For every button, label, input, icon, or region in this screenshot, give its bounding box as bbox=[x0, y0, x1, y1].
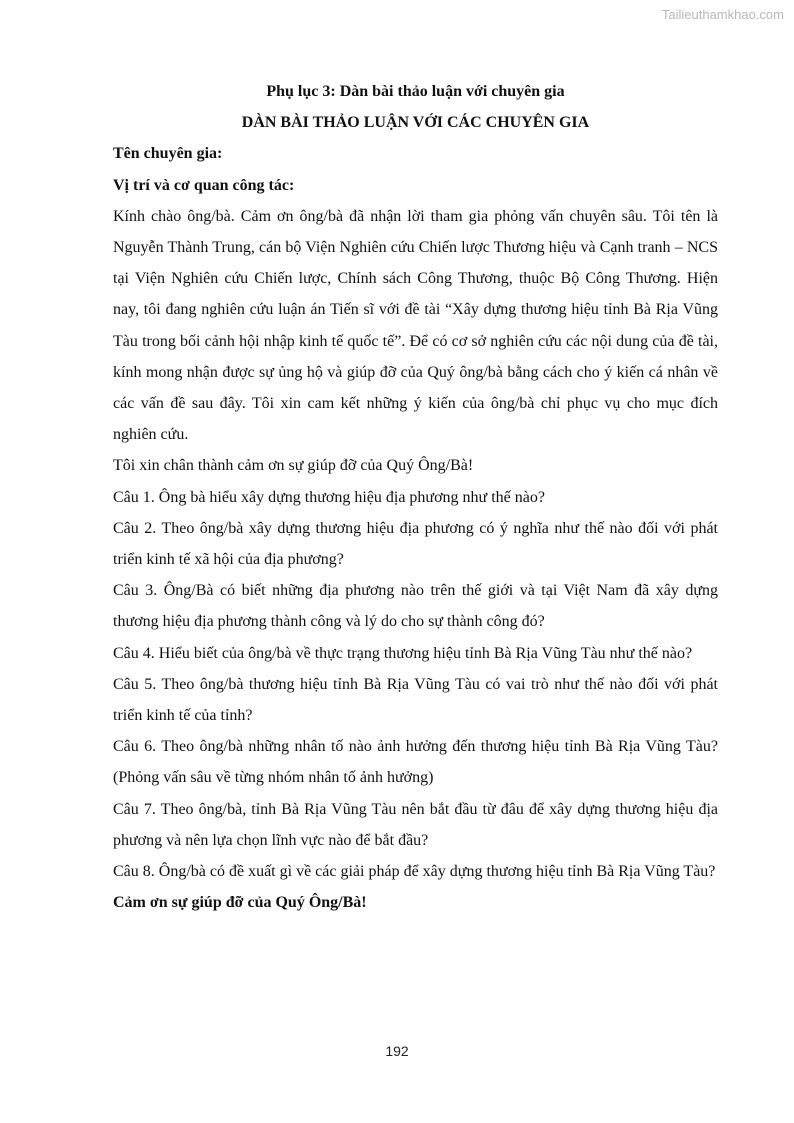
closing-line: Cảm ơn sự giúp đỡ của Quý Ông/Bà! bbox=[113, 894, 367, 912]
question-4: Câu 4. Hiểu biết của ông/bà về thực trạng thương hiệu tỉnh Bà Rịa Vũng Tàu như thế nào? bbox=[113, 644, 693, 662]
watermark: Tailieuthamkhao.com bbox=[661, 7, 784, 22]
question-8: Câu 8. Ông/bà có đề xuất gì về các giải pháp để xây dựng thương hiệu tỉnh Bà Rịa Vũng Tàu? bbox=[113, 863, 716, 881]
question-3: Câu 3. Ông/Bà có biết những địa phương nào trên thế giới và tại Việt Nam đã xây dựng thương hiệu địa phương thành công và lý do cho sự thành công đó? bbox=[113, 582, 718, 631]
document-body bbox=[113, 76, 718, 918]
thanks-line: Tôi xin chân thành cảm ơn sự giúp đỡ của Quý Ông/Bà! bbox=[113, 457, 474, 475]
position-field: Vị trí và cơ quan công tác: bbox=[113, 176, 295, 194]
question-2: Câu 2. Theo ông/bà xây dựng thương hiệu địa phương có ý nghĩa như thế nào đối với phát triển kinh tế xã hội của địa phương? bbox=[113, 519, 718, 569]
question-5: Câu 5. Theo ông/bà thương hiệu tỉnh Bà Rịa Vũng Tàu có vai trò như thế nào đối với phát triển kinh tế của tỉnh? bbox=[113, 675, 718, 725]
question-6: Câu 6. Theo ông/bà những nhân tố nào ảnh hưởng đến thương hiệu tỉnh Bà Rịa Vũng Tàu? (Phỏng vấn sâu về từng nhóm nhân tố ảnh hưởng) bbox=[113, 738, 718, 787]
expert-name-field: Tên chuyên gia: bbox=[113, 145, 223, 163]
intro-paragraph: Kính chào ông/bà. Cảm ơn ông/bà đã nhận lời tham gia phỏng vấn chuyên sâu. Tôi tên là Nguyễn Thành Trung, cán bộ Viện Nghiên cứu Chiến lược Thương hiệu và Cạnh tranh – NCS tại Viện Nghiên cứu Chiến lược, Chính sách Công Thương, thuộc Bộ Công Thương. Hiện nay, tôi đang nghiên cứu luận án Tiến sĩ với đề tài “Xây dựng thương hiệu tỉnh Bà Rịa Vũng Tàu trong bối cảnh hội nhập kinh tế quốc tế”. Để có cơ sở nghiên cứu các nội dung của đề tài, kính mong nhận được sự ủng hộ và giúp đỡ của Quý ông/bà bằng cách cho ý kiến cá nhân về các vấn đề sau đây. Tôi xin cam kết những ý kiến của ông/bà chỉ phục vụ cho mục đích nghiên cứu. bbox=[113, 207, 718, 444]
question-1: Câu 1. Ông bà hiểu xây dựng thương hiệu địa phương như thế nào? bbox=[113, 488, 545, 506]
page-number: 192 bbox=[385, 1043, 409, 1059]
question-7: Câu 7. Theo ông/bà, tỉnh Bà Rịa Vũng Tàu nên bắt đầu từ đâu để xây dựng thương hiệu địa phương và nên lựa chọn lĩnh vực nào để bắt đầu? bbox=[113, 800, 718, 849]
main-title: DÀN BÀI THẢO LUẬN VỚI CÁC CHUYÊN GIA bbox=[241, 114, 590, 132]
appendix-title: Phụ lục 3: Dàn bài thảo luận với chuyên gia bbox=[266, 83, 565, 100]
